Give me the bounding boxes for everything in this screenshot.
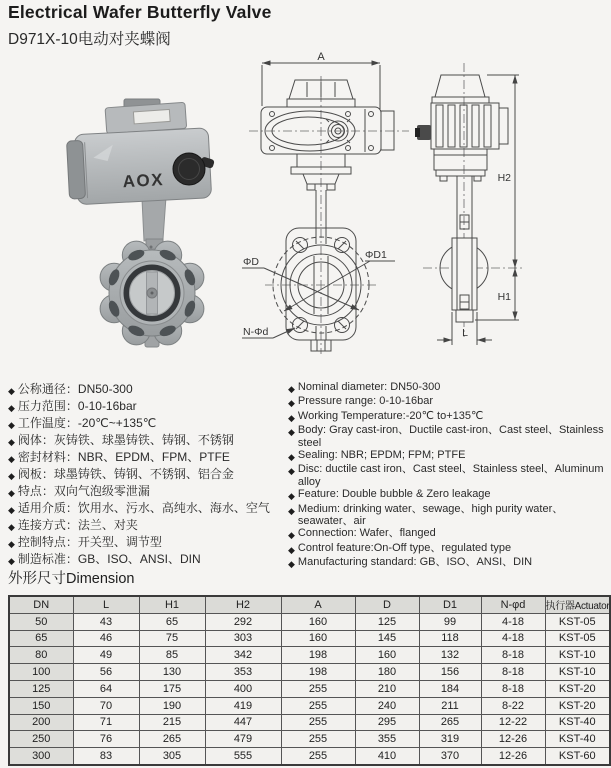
table-cell: 353 bbox=[205, 664, 281, 681]
table-cell: 76 bbox=[73, 731, 139, 748]
spec-text: 适用介质：饮用水、污水、高纯水、海水、空气 bbox=[17, 501, 270, 515]
spec-text: 密封材料：NBR、EPDM、FPM、PTFE bbox=[17, 450, 230, 464]
table-cell: 555 bbox=[205, 748, 281, 765]
diamond-bullet-icon: ◆ bbox=[288, 530, 295, 541]
table-cell: 255 bbox=[281, 680, 355, 697]
table-cell: KST-10 bbox=[545, 647, 610, 664]
table-cell: 160 bbox=[281, 613, 355, 630]
actuator bbox=[66, 99, 215, 205]
column-header: DN bbox=[9, 596, 73, 613]
table-cell: 295 bbox=[355, 714, 419, 731]
spec-item bbox=[8, 382, 293, 399]
table-cell: 4-18 bbox=[481, 613, 545, 630]
table-cell: 447 bbox=[205, 714, 281, 731]
valve-body bbox=[100, 241, 204, 347]
table-row bbox=[9, 647, 610, 664]
table-cell: 198 bbox=[281, 647, 355, 664]
spec-item bbox=[288, 424, 608, 449]
table-cell: 479 bbox=[205, 731, 281, 748]
table-body bbox=[9, 613, 610, 765]
figure-area bbox=[0, 50, 611, 370]
diamond-bullet-icon: ◆ bbox=[8, 454, 15, 464]
table-cell: 145 bbox=[355, 630, 419, 647]
diamond-bullet-icon: ◆ bbox=[8, 437, 15, 447]
table-cell: 75 bbox=[139, 630, 205, 647]
table-cell: KST-20 bbox=[545, 680, 610, 697]
dim-label-l: L bbox=[462, 327, 468, 339]
table-cell: KST-05 bbox=[545, 630, 610, 647]
diamond-bullet-icon: ◆ bbox=[288, 544, 295, 555]
table-cell: 65 bbox=[139, 613, 205, 630]
table-row bbox=[9, 680, 610, 697]
dim-label-d: ΦD bbox=[243, 256, 259, 268]
table-cell: 4-18 bbox=[481, 630, 545, 647]
table-cell: 292 bbox=[205, 613, 281, 630]
table-cell: 8-18 bbox=[481, 680, 545, 697]
table-cell: 240 bbox=[355, 697, 419, 714]
table-cell: 8-22 bbox=[481, 697, 545, 714]
table-cell: 83 bbox=[73, 748, 139, 765]
spec-text: 公称通径：DN50-300 bbox=[17, 382, 133, 396]
specs-list-en bbox=[288, 381, 608, 571]
spec-text: Body: Gray cast-iron、Ductile cast-iron、Cast steel、Stainless steel bbox=[297, 424, 604, 449]
spec-item bbox=[8, 535, 293, 552]
table-cell: 410 bbox=[355, 748, 419, 765]
spec-item bbox=[288, 449, 608, 463]
spec-text: Feature: Double bubble & Zero leakage bbox=[297, 488, 491, 501]
page-subtitle: D971X-10电动对夹蝶阀 bbox=[8, 31, 171, 48]
table-cell: 190 bbox=[139, 697, 205, 714]
dn-cell: 50 bbox=[9, 613, 73, 630]
table-cell: KST-20 bbox=[545, 697, 610, 714]
diamond-bullet-icon: ◆ bbox=[8, 403, 15, 413]
spec-item bbox=[8, 484, 293, 501]
table-cell: 99 bbox=[419, 613, 481, 630]
table-cell: 43 bbox=[73, 613, 139, 630]
table-cell: 265 bbox=[419, 714, 481, 731]
table-cell: 342 bbox=[205, 647, 281, 664]
table-cell: 319 bbox=[419, 731, 481, 748]
table-cell: 255 bbox=[281, 714, 355, 731]
diamond-bullet-icon: ◆ bbox=[8, 420, 15, 430]
spec-item bbox=[288, 556, 608, 570]
diamond-bullet-icon: ◆ bbox=[288, 384, 295, 394]
column-header: 执行器Actuator bbox=[545, 596, 610, 613]
spec-item bbox=[288, 410, 608, 424]
dn-cell: 65 bbox=[9, 630, 73, 647]
diamond-bullet-icon: ◆ bbox=[8, 539, 15, 549]
table-cell: 370 bbox=[419, 748, 481, 765]
table-cell: 355 bbox=[355, 731, 419, 748]
spec-item bbox=[8, 467, 293, 484]
spec-text: Sealing: NBR; EPDM; FPM; PTFE bbox=[297, 449, 466, 462]
dn-cell: 150 bbox=[9, 697, 73, 714]
spec-text: 阀板：球墨铸铁、铸钢、不锈钢、铝合金 bbox=[17, 467, 234, 481]
dn-cell: 100 bbox=[9, 664, 73, 681]
diamond-bullet-icon: ◆ bbox=[288, 398, 295, 409]
table-cell: KST-05 bbox=[545, 613, 610, 630]
table-cell: KST-60 bbox=[545, 748, 610, 765]
spec-item bbox=[288, 488, 608, 502]
spec-text: Medium: drinking water、sewage、high purity water、seawater、air bbox=[297, 502, 564, 528]
table-cell: 255 bbox=[281, 731, 355, 748]
specs-list-cn bbox=[8, 382, 293, 569]
spec-item bbox=[288, 463, 608, 488]
dim-label-a: A bbox=[317, 52, 325, 63]
table-cell: 419 bbox=[205, 697, 281, 714]
table-row bbox=[9, 697, 610, 714]
column-header: A bbox=[281, 596, 355, 613]
spec-text: Nominal diameter: DN50-300 bbox=[297, 381, 441, 393]
table-cell: 160 bbox=[355, 647, 419, 664]
dn-cell: 300 bbox=[9, 748, 73, 765]
diamond-bullet-icon: ◆ bbox=[8, 556, 15, 566]
column-header: D bbox=[355, 596, 419, 613]
table-cell: 118 bbox=[419, 630, 481, 647]
table-row bbox=[9, 731, 610, 748]
table-cell: 85 bbox=[139, 647, 205, 664]
table-cell: 156 bbox=[419, 664, 481, 681]
dn-cell: 80 bbox=[9, 647, 73, 664]
table-cell: 46 bbox=[73, 630, 139, 647]
product-photo bbox=[62, 95, 240, 353]
dim-label-nd: N-Φd bbox=[243, 326, 269, 338]
spec-text: 制造标准：GB、ISO、ANSI、DIN bbox=[17, 552, 201, 566]
diamond-bullet-icon: ◆ bbox=[288, 427, 295, 438]
column-header: H1 bbox=[139, 596, 205, 613]
table-row bbox=[9, 613, 610, 630]
table-cell: 8-18 bbox=[481, 664, 545, 681]
diamond-bullet-icon: ◆ bbox=[8, 488, 15, 498]
spec-item bbox=[8, 399, 293, 416]
table-cell: 255 bbox=[281, 697, 355, 714]
spec-text: Control feature:On-Off type、regulated type bbox=[297, 541, 512, 554]
table-cell: 49 bbox=[73, 647, 139, 664]
column-header: N-φd bbox=[481, 596, 545, 613]
spec-item bbox=[288, 527, 608, 541]
table-cell: 12-22 bbox=[481, 714, 545, 731]
diamond-bullet-icon: ◆ bbox=[288, 491, 295, 502]
spec-item bbox=[288, 381, 608, 395]
table-cell: 12-26 bbox=[481, 731, 545, 748]
table-row bbox=[9, 748, 610, 765]
diamond-bullet-icon: ◆ bbox=[288, 559, 295, 570]
table-cell: 132 bbox=[419, 647, 481, 664]
table-cell: 303 bbox=[205, 630, 281, 647]
spec-item bbox=[8, 501, 293, 518]
table-cell: 184 bbox=[419, 680, 481, 697]
dim-label-d1: ΦD1 bbox=[365, 249, 387, 261]
table-header-row bbox=[9, 596, 610, 613]
table-cell: 12-26 bbox=[481, 748, 545, 765]
diamond-bullet-icon: ◆ bbox=[288, 466, 295, 477]
table-cell: 211 bbox=[419, 697, 481, 714]
diamond-bullet-icon: ◆ bbox=[8, 471, 15, 481]
table-cell: 8-18 bbox=[481, 647, 545, 664]
table-cell: 175 bbox=[139, 680, 205, 697]
table-cell: 71 bbox=[73, 714, 139, 731]
page-title: Electrical Wafer Butterfly Valve bbox=[8, 2, 272, 22]
diamond-bullet-icon: ◆ bbox=[8, 386, 15, 396]
spec-text: 工作温度：-20℃~+135℃ bbox=[17, 416, 157, 430]
side-view-drawing bbox=[415, 55, 607, 363]
dim-label-h2: H2 bbox=[497, 172, 511, 184]
diamond-bullet-icon: ◆ bbox=[288, 452, 295, 463]
table-cell: 265 bbox=[139, 731, 205, 748]
spec-text: 特点：双向气泡级零泄漏 bbox=[17, 484, 150, 498]
table-cell: 130 bbox=[139, 664, 205, 681]
table-cell: 400 bbox=[205, 680, 281, 697]
spec-text: Manufacturing standard: GB、ISO、ANSI、DIN bbox=[297, 556, 533, 569]
table-row bbox=[9, 664, 610, 681]
table-cell: 305 bbox=[139, 748, 205, 765]
table-cell: KST-40 bbox=[545, 731, 610, 748]
spec-item bbox=[288, 503, 608, 528]
table-cell: 215 bbox=[139, 714, 205, 731]
table-cell: 180 bbox=[355, 664, 419, 681]
diamond-bullet-icon: ◆ bbox=[8, 522, 15, 532]
specs-section-en bbox=[288, 381, 608, 571]
spec-item bbox=[8, 450, 293, 467]
spec-text: Pressure range: 0-10-16bar bbox=[297, 395, 434, 408]
table-cell: 160 bbox=[281, 630, 355, 647]
table-cell: KST-40 bbox=[545, 714, 610, 731]
table-cell: 255 bbox=[281, 748, 355, 765]
diamond-bullet-icon: ◆ bbox=[8, 505, 15, 515]
dn-cell: 200 bbox=[9, 714, 73, 731]
table-cell: 56 bbox=[73, 664, 139, 681]
table-row bbox=[9, 630, 610, 647]
specs-section-cn bbox=[8, 382, 293, 569]
table-cell: 64 bbox=[73, 680, 139, 697]
front-view-drawing bbox=[237, 52, 433, 364]
spec-text: Connection: Wafer、flanged bbox=[297, 527, 436, 540]
table-row bbox=[9, 714, 610, 731]
diamond-bullet-icon: ◆ bbox=[288, 505, 295, 516]
table-cell: 210 bbox=[355, 680, 419, 697]
spec-text: 控制特点：开关型、调节型 bbox=[17, 535, 162, 549]
column-header: L bbox=[73, 596, 139, 613]
spec-text: 阀体：灰铸铁、球墨铸铁、铸钢、不锈钢 bbox=[17, 433, 234, 447]
brand-text: AOX bbox=[122, 170, 165, 192]
dimension-heading: 外形尺寸Dimension bbox=[8, 571, 135, 587]
column-header: D1 bbox=[419, 596, 481, 613]
spec-item bbox=[288, 395, 608, 409]
spec-item bbox=[8, 433, 293, 450]
table-cell: 70 bbox=[73, 697, 139, 714]
dn-cell: 250 bbox=[9, 731, 73, 748]
spec-item bbox=[8, 416, 293, 433]
diamond-bullet-icon: ◆ bbox=[288, 412, 295, 423]
dn-cell: 125 bbox=[9, 680, 73, 697]
table-cell: 198 bbox=[281, 664, 355, 681]
spec-item bbox=[8, 518, 293, 535]
column-header: H2 bbox=[205, 596, 281, 613]
spec-text: 压力范围：0-10-16bar bbox=[17, 399, 137, 413]
dimension-table bbox=[8, 595, 611, 766]
spec-item bbox=[288, 542, 608, 556]
dim-label-h1: H1 bbox=[497, 291, 511, 303]
spec-text: Working Temperature:-20℃ to+135℃ bbox=[297, 409, 484, 422]
table-cell: KST-10 bbox=[545, 664, 610, 681]
table-cell: 125 bbox=[355, 613, 419, 630]
spec-text: Disc: ductile cast iron、Cast steel、Stainless steel、Aluminum alloy bbox=[297, 463, 604, 488]
spec-text: 连接方式：法兰、对夹 bbox=[17, 518, 138, 532]
